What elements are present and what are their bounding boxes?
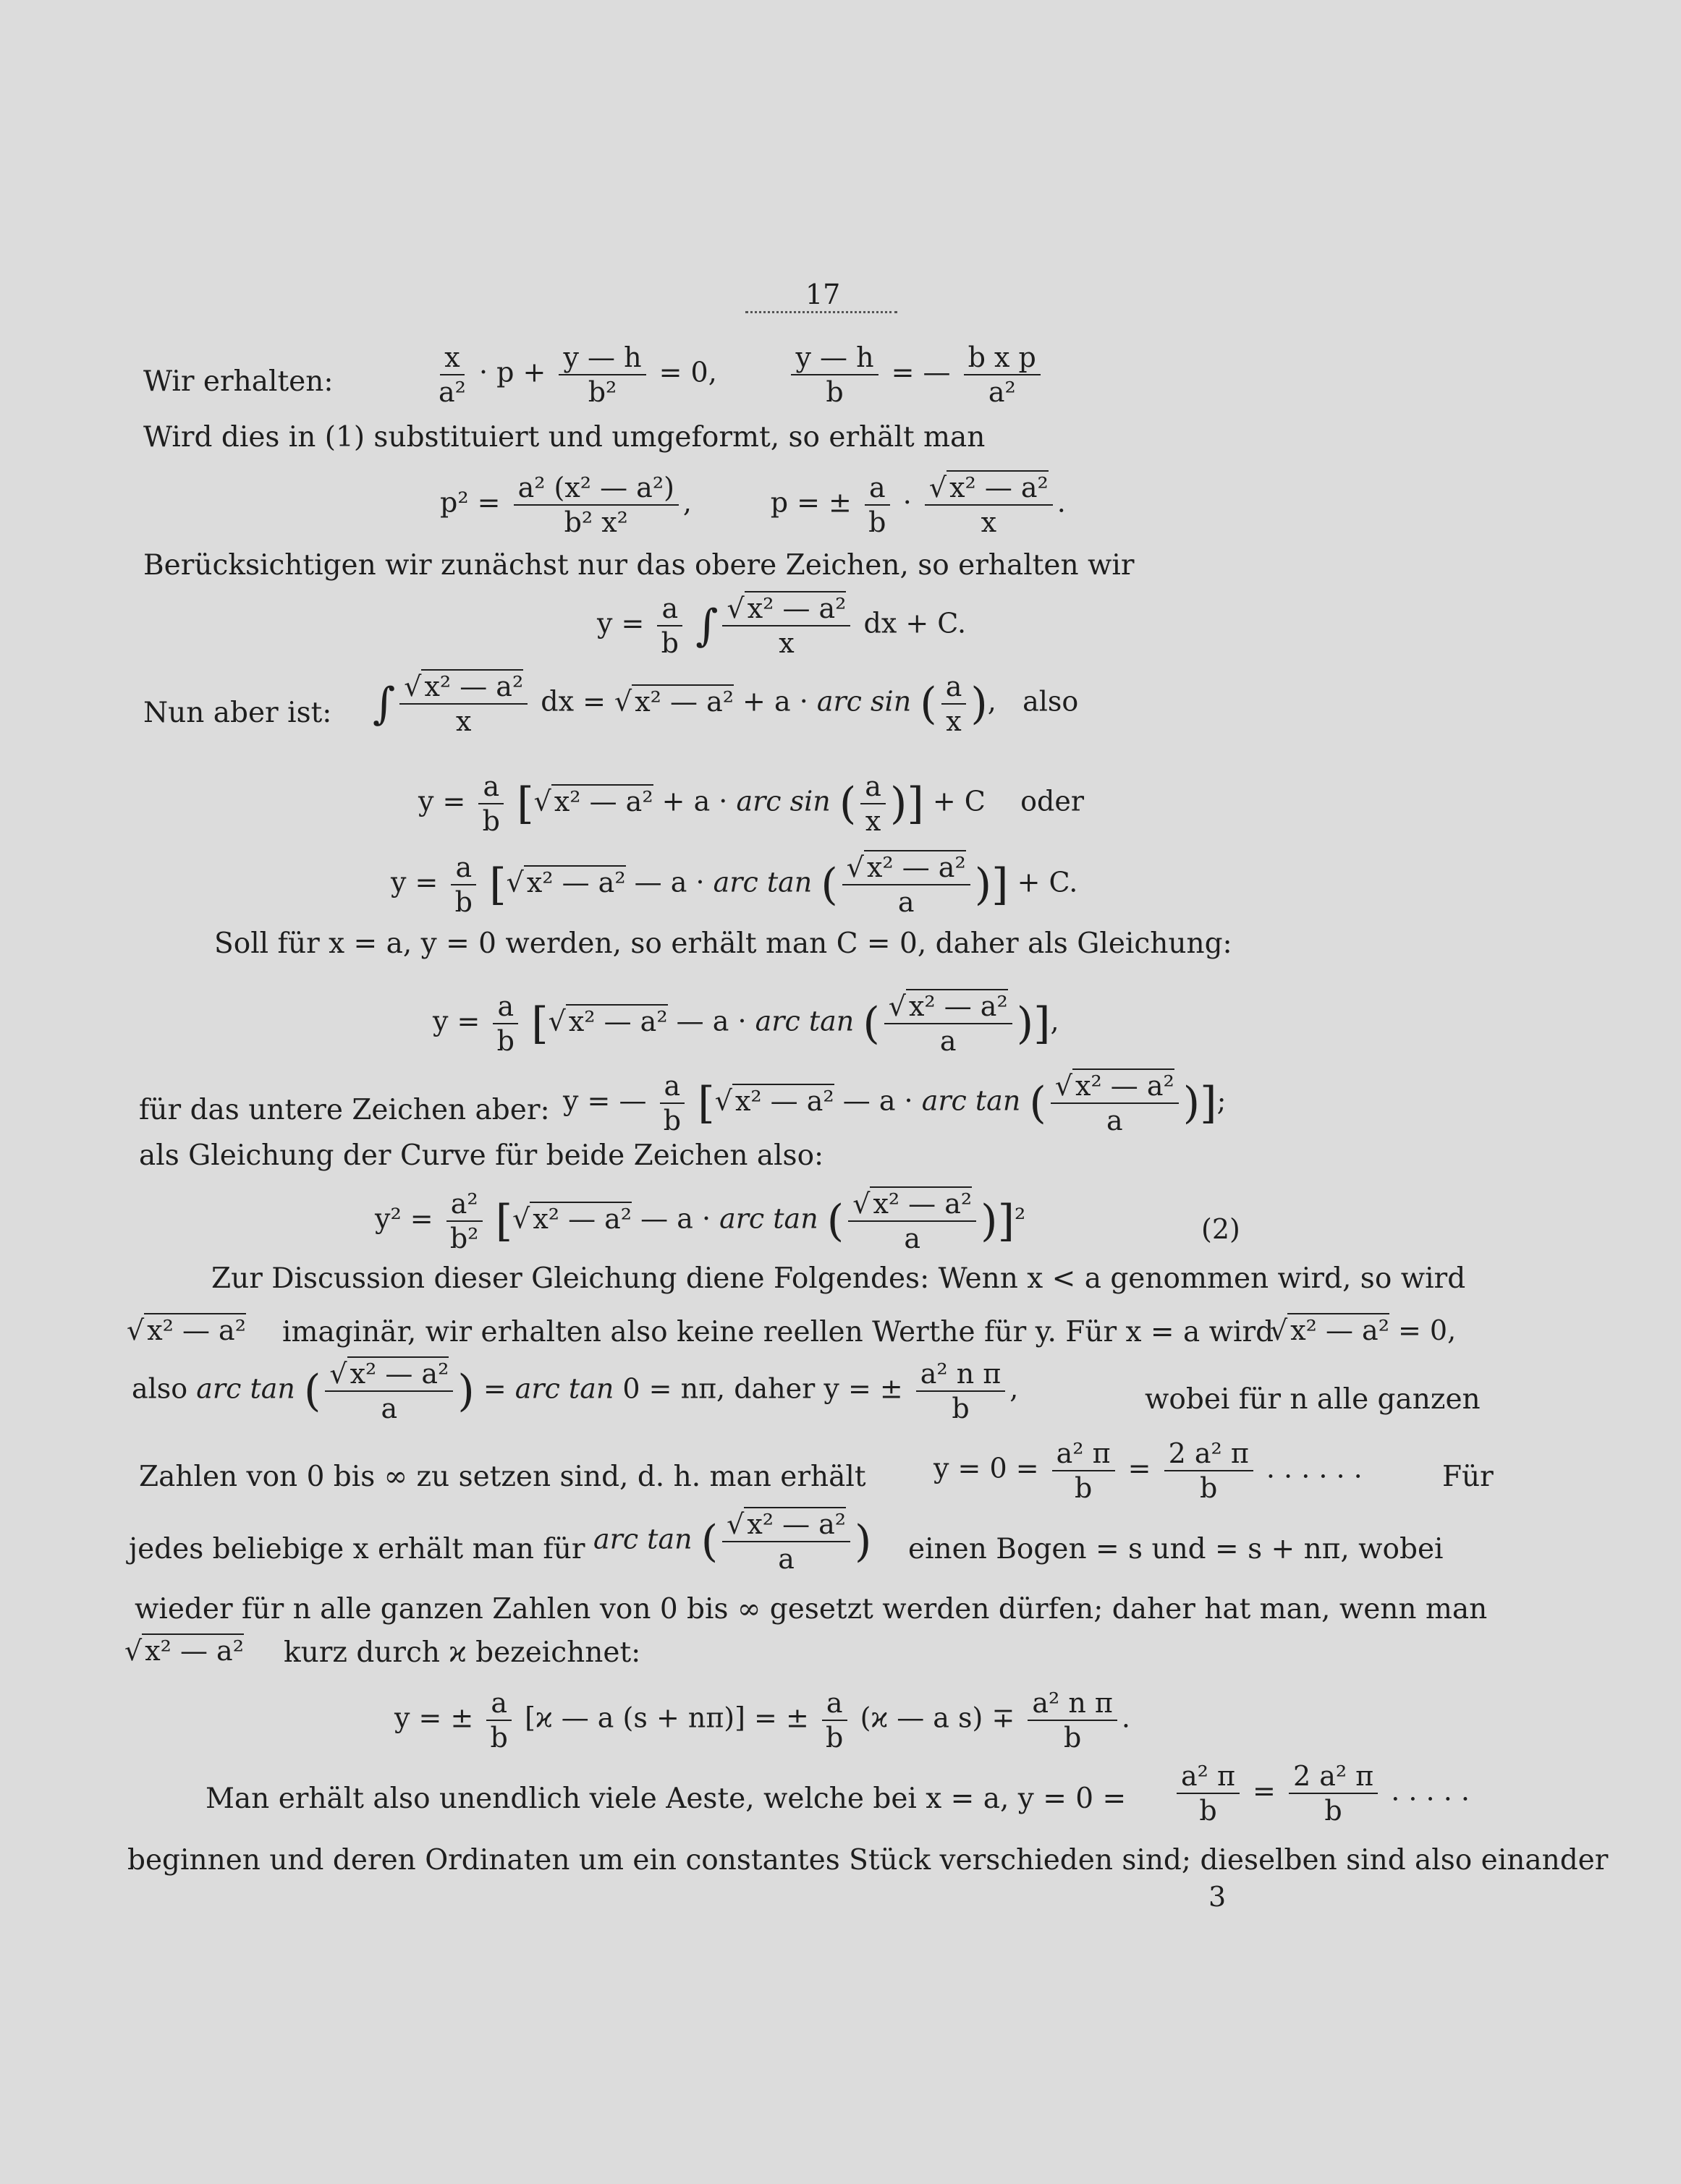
equation-p-squared: p² = $\frac{\text{a² (x² — a²)}}{\text{b² x²}}$ , p = ± $\frac{a}{b}$ · $\frac{\text{√ x² — a²}}{x}$ . <box>440 472 1066 538</box>
expr-root: √ x² — a² <box>127 1314 246 1346</box>
equation-integral-y: y = $\frac{a}{b}$ ∫ $\frac{\text{√ x² — a²}}{x}$ dx + C. <box>597 592 967 659</box>
expr-y-values: y = 0 = $\frac{\text{a² π}}{b}$ = $\frac{\text{2 a² π}}{b}$ . . . . . . <box>933 1437 1363 1504</box>
text-line: jedes beliebige x erhält man für <box>129 1533 585 1565</box>
equation-lower-sign: y = — $\frac{a}{b}$ [√ x² — a² — a · arc tan ( $\frac{\text{√ x² — a²}}{a}$ )]; <box>563 1070 1227 1136</box>
expr-root-zero: √ x² — a² = 0, <box>1270 1314 1457 1346</box>
text-line: als Gleichung der Curve für beide Zeichen also: <box>139 1139 824 1172</box>
text-line: Für <box>1442 1461 1494 1493</box>
text-line: Wird dies in (1) substituiert und umgeformt, so erhält man <box>143 421 986 454</box>
oder-label: oder <box>1020 785 1085 817</box>
text-line: Soll für x = a, y = 0 werden, so erhält man C = 0, daher als Gleichung: <box>214 927 1232 960</box>
text-line: beginnen und deren Ordinaten um ein constantes Stück verschieden sind; dieselben sind also einander <box>127 1844 1609 1877</box>
equation-integral-identity: ∫ $\frac{\text{√ x² — a²}}{x}$ dx = √ x² — a² + a · arc sin ( $\frac{a}{x}$ ), also <box>373 671 1079 737</box>
equation-curve: y² = $\frac{\text{a²}}{\text{b²}}$ [√ x² — a² — a · arc tan ( $\frac{\text{√ x² — a²}}{a}$ )]² <box>375 1188 1026 1254</box>
text-line: Man erhält also unendlich viele Aeste, welche bei x = a, y = 0 = <box>206 1783 1127 1815</box>
text-line: Zur Discussion dieser Gleichung diene Folgendes: Wenn x < a genommen wird, so wird <box>211 1262 1466 1295</box>
text-line: Nun aber ist: <box>143 697 332 729</box>
equation-number: (2) <box>1201 1213 1240 1245</box>
text-line: kurz durch ϰ bezeichnet: <box>284 1636 641 1669</box>
expr-arctan-bogen: arc tan ( $\frac{\text{√ x² — a²}}{a}$ ) <box>593 1508 872 1575</box>
text-line: imaginär, wir erhalten also keine reellen Werthe für y. Für x = a wird <box>282 1316 1274 1348</box>
expr-branch-values: $\frac{\text{a² π}}{b}$ = $\frac{\text{2 a² π}}{b}$ . . . . . <box>1172 1762 1470 1824</box>
equation-y-arctan: y = $\frac{a}{b}$ [√ x² — a² — a · arc tan ( $\frac{\text{√ x² — a²}}{a}$ )] + C. <box>391 851 1078 918</box>
text-line: wobei für n alle ganzen <box>1145 1383 1481 1416</box>
also-label: also <box>1022 685 1079 718</box>
page-number: 17 <box>805 279 841 310</box>
text-line: einen Bogen = s und = s + nπ, wobei <box>908 1533 1444 1565</box>
text-line: für das untere Zeichen aber: <box>139 1094 550 1126</box>
equation-arctan-zero: also arc tan ( $\frac{\text{√ x² — a²}}{a}$ ) = arc tan 0 = nπ, daher y = ± $\frac{\text{a² n π}}{b}$ , <box>132 1358 1019 1424</box>
text-line: Zahlen von 0 bis ∞ zu setzen sind, d. h. man erhält <box>139 1461 866 1493</box>
equation-kappa: y = ± $\frac{a}{b}$ [ϰ — a (s + nπ)] = ± $\frac{a}{b}$ (ϰ — a s) ∓ $\frac{\text{a² n π}}{b}$ . <box>394 1687 1130 1754</box>
text-line: wieder für n alle ganzen Zahlen von 0 bis ∞ gesetzt werden dürfen; daher hat man, wenn man <box>135 1593 1488 1626</box>
equation-y-arcsin: y = $\frac{a}{b}$ [√ x² — a² + a · arc sin ( $\frac{a}{x}$ )] + C oder <box>418 770 1085 837</box>
equation-partial-derivatives: $\frac{x}{\text{a²}}$ · p + $\frac{y — h}{\text{b²}}$ = 0, $\frac{y — h}{b}$ = — $\frac{\text{b x p}}{\text{a²}}$ <box>434 344 1045 406</box>
expr-root-kappa: √ x² — a² <box>124 1635 244 1667</box>
text-line: Wir erhalten: <box>143 365 334 398</box>
page-number-ornament <box>745 305 897 313</box>
signature-mark: 3 <box>1208 1881 1227 1913</box>
text-line: Berücksichtigen wir zunächst nur das obere Zeichen, so erhalten wir <box>143 549 1135 582</box>
equation-upper-sign: y = $\frac{a}{b}$ [√ x² — a² — a · arc tan ( $\frac{\text{√ x² — a²}}{a}$ )], <box>433 990 1059 1057</box>
